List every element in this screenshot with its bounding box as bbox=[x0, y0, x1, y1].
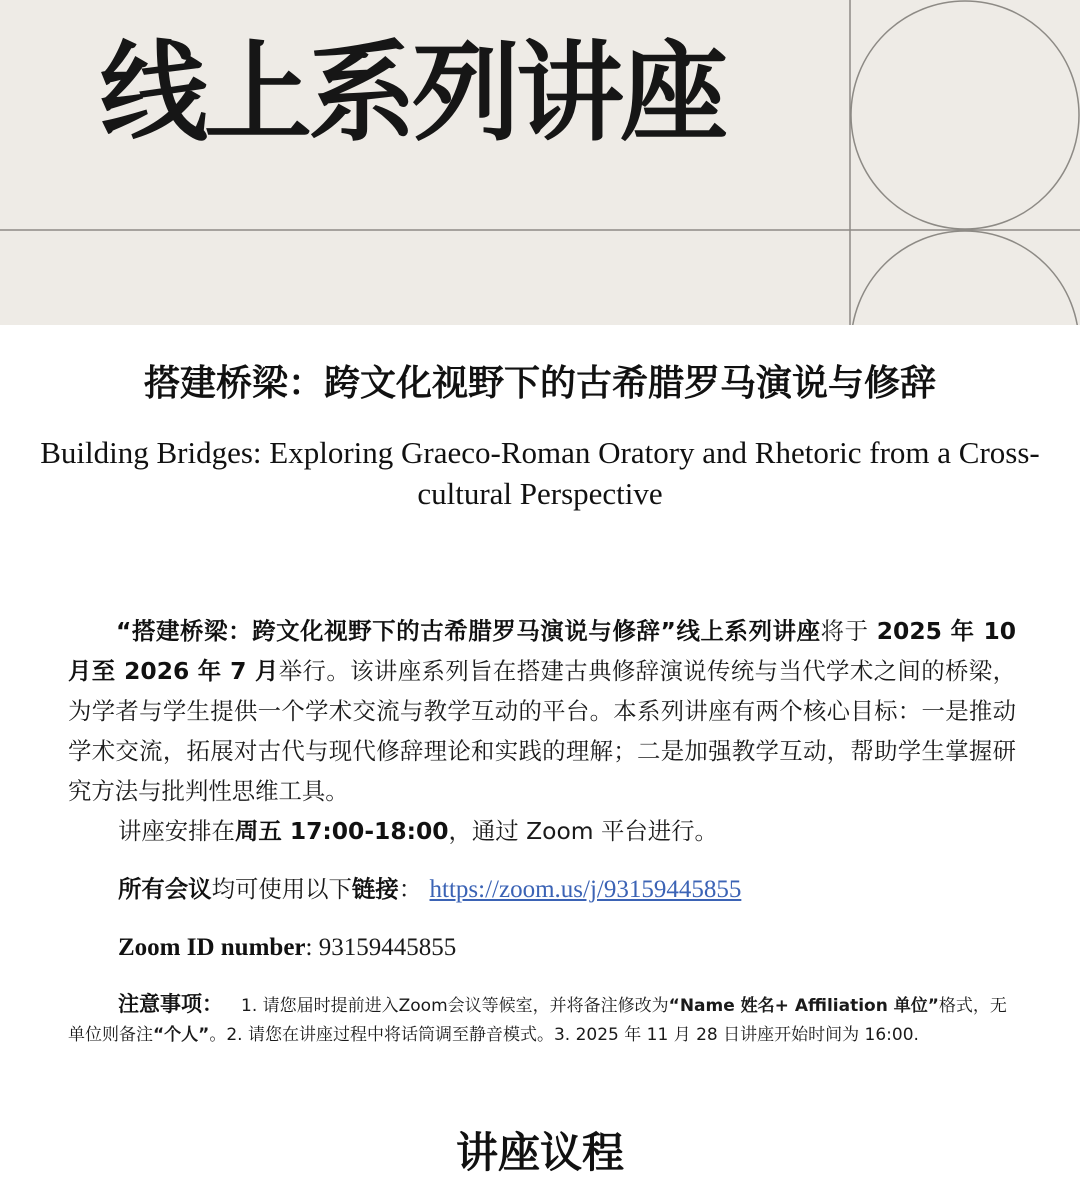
notes-format: “Name 姓名+ Affiliation 单位” bbox=[668, 996, 939, 1016]
notes-paragraph bbox=[68, 990, 1008, 1050]
intro-will-be-held: 将于 bbox=[820, 617, 877, 645]
schedule-prefix: 讲座安排在 bbox=[118, 817, 235, 845]
hero-title: 线上系列讲座 bbox=[100, 30, 725, 156]
link-label: 链接 bbox=[351, 875, 399, 903]
intro-body: 举行。该讲座系列旨在搭建古典修辞演说传统与当代学术之间的桥梁，为学者与学生提供一个学术交流与教学互动的平台。本系列讲座有两个核心目标：一是推动学术交流，拓展对古代与现代修辞理论和实践的理解；二是加强教学互动，帮助学生掌握研究方法与批判性思维工具。 bbox=[68, 657, 1016, 805]
lecture-title-en: Building Bridges: Exploring Graeco-Roman Oratory and Rhetoric from a Cross-cultural Perspective bbox=[40, 435, 1040, 511]
notes-part1: 1. 请您届时提前进入Zoom会议等候室，并将备注修改为 bbox=[241, 996, 669, 1016]
zoom-id-line bbox=[118, 927, 456, 968]
intro-series-title: “搭建桥梁：跨文化视野下的古希腊罗马演说与修辞”线上系列讲座 bbox=[116, 617, 821, 645]
hero-banner bbox=[0, 0, 1080, 325]
notes-part2: 格式，无单位则备注 bbox=[68, 996, 1007, 1045]
zoom-id-value: : 93159445855 bbox=[305, 934, 457, 961]
zoom-id-label: Zoom ID number bbox=[118, 934, 306, 961]
notes-label: 注意事项： bbox=[118, 992, 223, 1016]
intro-paragraph bbox=[68, 611, 1016, 811]
meeting-link-line bbox=[118, 869, 741, 910]
intro-dates: 2025 年 10 月至 2026 年 7 月 bbox=[68, 617, 1016, 685]
schedule-suffix: ，通过 Zoom 平台进行。 bbox=[448, 817, 718, 845]
lecture-title-zh: 搭建桥梁：跨文化视野下的古希腊罗马演说与修辞 bbox=[143, 363, 936, 404]
agenda-title: 讲座议程 bbox=[455, 1128, 624, 1177]
schedule-line bbox=[118, 811, 718, 851]
all-meetings-label: 所有会议 bbox=[118, 875, 212, 903]
meeting-middle-text: 均可使用以下 bbox=[211, 875, 352, 903]
notes-part3: 。2. 请您在讲座过程中将话筒调至静音模式。3. 2025 年 11 月 28 日讲座开始时间为 16:00. bbox=[209, 1025, 919, 1045]
notes-personal: “个人” bbox=[153, 1025, 210, 1045]
schedule-time: 周五 17:00-18:00 bbox=[234, 817, 449, 845]
zoom-meeting-link[interactable]: https://zoom.us/j/93159445855 bbox=[429, 876, 742, 903]
link-colon: ： bbox=[398, 875, 423, 903]
